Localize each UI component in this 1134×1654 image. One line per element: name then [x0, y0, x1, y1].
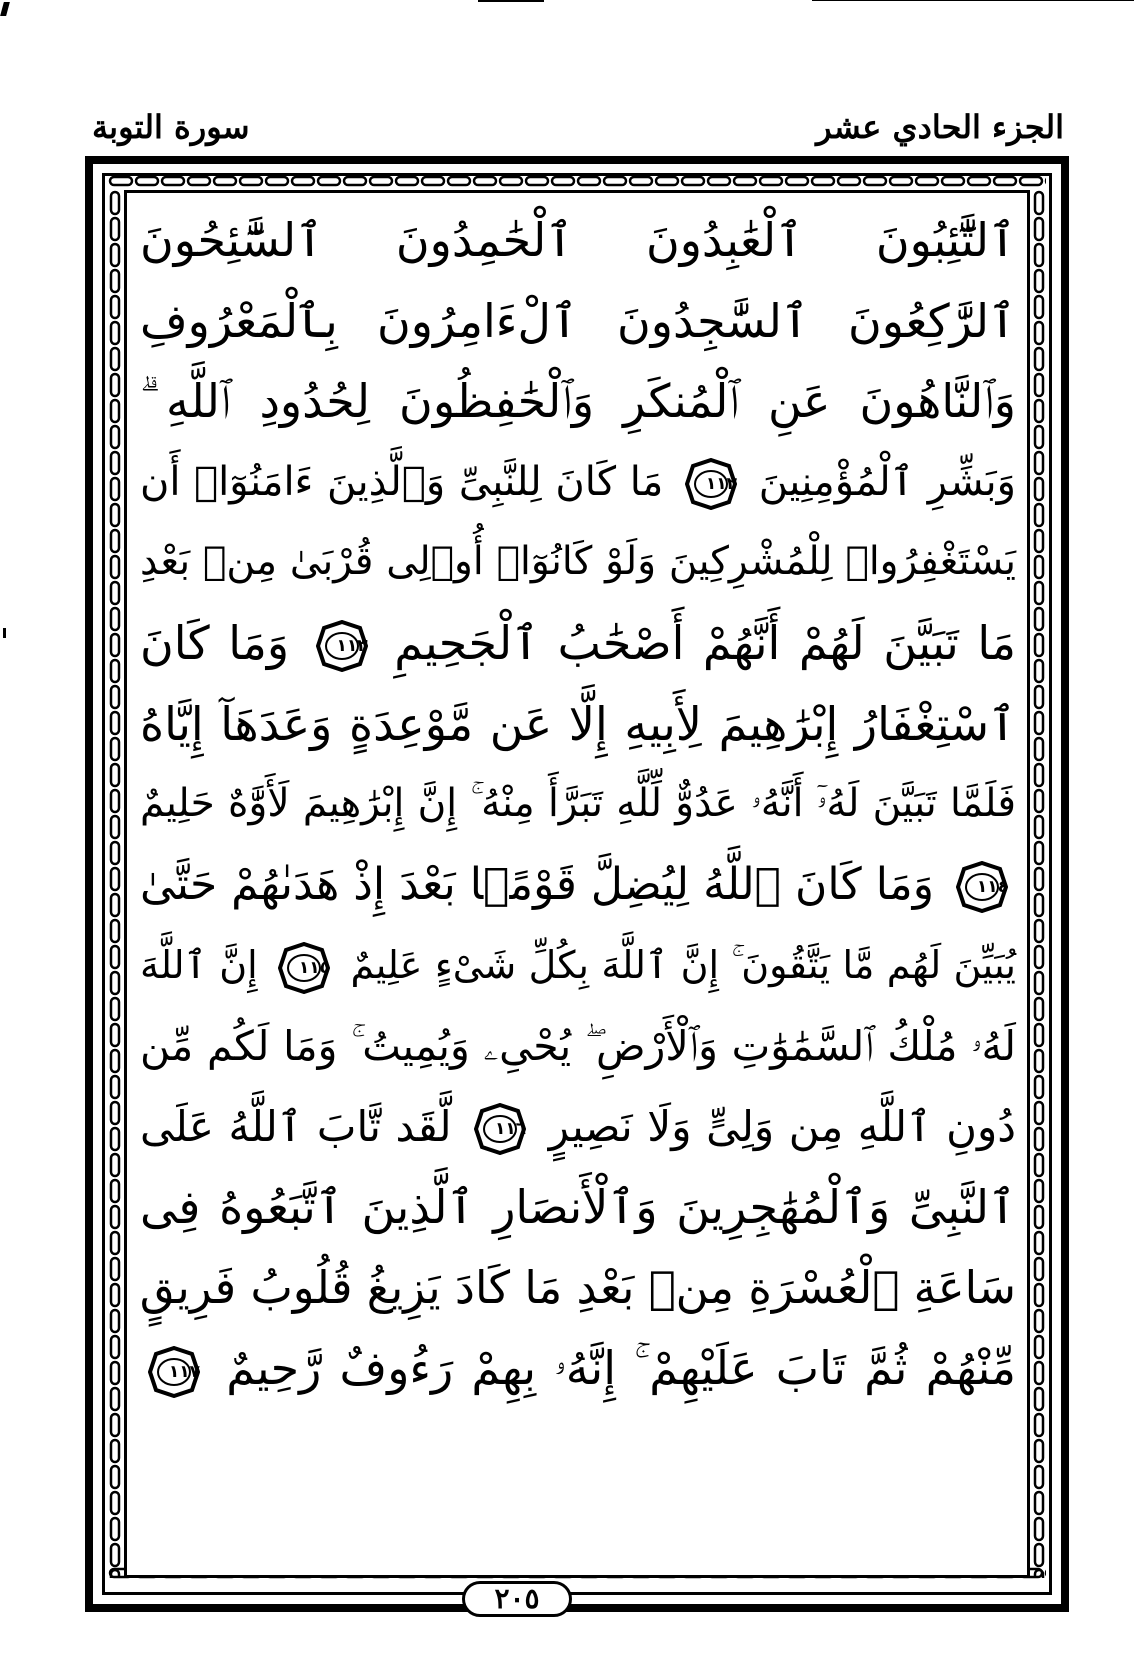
verse-line-8: فَلَمَّا تَبَيَّنَ لَهُۥٓ أَنَّهُۥ عَدُوٌّ لِّلَّهِ تَبَرَّأَ مِنْهُ ۚ إِنَّ إِبْرَٰهِيمَ لَأَوَّٰهٌ حَلِيمٌ — [140, 781, 1016, 827]
verse-line-9: ١١٤ وَمَا كَانَ ٱللَّهُ لِيُضِلَّ قَوْمًۢا بَعْدَ إِذْ هَدَىٰهُمْ حَتَّىٰ — [140, 845, 1016, 926]
top-rule-right — [812, 0, 1134, 1]
border-chain-top — [108, 174, 1046, 188]
ayah-marker-115: ١١٥ — [278, 942, 330, 994]
verse-line-1: ٱلتَّٰٓئِبُونَ ٱلْعَٰبِدُونَ ٱلْحَٰمِدُونَ ٱلسَّٰٓئِحُونَ — [140, 213, 1016, 267]
verse-line-2: ٱلرَّٰكِعُونَ ٱلسَّٰجِدُونَ ٱلْءَامِرُونَ بِٱلْمَعْرُوفِ — [140, 293, 1016, 348]
verse-line-13: ٱلنَّبِىِّ وَٱلْمُهَٰجِرِينَ وَٱلْأَنصَارِ ٱلَّذِينَ ٱتَّبَعُوهُ فِى — [140, 1180, 1016, 1235]
margin-dot — [3, 628, 6, 638]
verse-line-11: لَهُۥ مُلْكُ ٱلسَّمَٰوَٰتِ وَٱلْأَرْضِ ۖ يُحْىِۦ وَيُمِيتُ ۚ وَمَا لَكُم مِّن — [140, 1021, 1016, 1070]
border-chain-right — [1032, 190, 1046, 1578]
ayah-marker-112: ١١٢ — [685, 458, 737, 510]
verse-line-10: يُبَيِّنَ لَهُم مَّا يَتَّقُونَ ۚ إِنَّ ٱللَّهَ بِكُلِّ شَىْءٍ عَلِيمٌ ١١٥ إِنَّ ٱللَّهَ — [140, 925, 1016, 1006]
verse-text-block — [140, 200, 1016, 1409]
page-number: ٢٠٥ — [462, 1581, 572, 1617]
ayah-marker-114: ١١٤ — [956, 861, 1008, 913]
surah-title: سورة التوبة — [92, 108, 250, 146]
verse-line-5: يَسْتَغْفِرُوا۟ لِلْمُشْرِكِينَ وَلَوْ كَانُوٓا۟ أُو۟لِى قُرْبَىٰ مِنۢ بَعْدِ — [140, 539, 1016, 585]
verse-line-7: ٱسْتِغْفَارُ إِبْرَٰهِيمَ لِأَبِيهِ إِلَّا عَن مَّوْعِدَةٍ وَعَدَهَآ إِيَّاهُ — [140, 696, 1016, 751]
ayah-marker-113: ١١٣ — [316, 620, 368, 672]
juz-title: الجزء الحادي عشر — [816, 108, 1064, 146]
ayah-marker-117: ١١٧ — [148, 1346, 200, 1398]
top-rule-center — [478, 0, 544, 2]
ayah-marker-116: ١١٦ — [474, 1103, 526, 1155]
corner-mark — [0, 2, 10, 16]
verse-line-15: مِّنْهُمْ ثُمَّ تَابَ عَلَيْهِمْ ۚ إِنَّهُۥ بِهِمْ رَءُوفٌ رَّحِيمٌ ١١٧ — [140, 1328, 1016, 1409]
verse-line-4: وَبَشِّرِ ٱلْمُؤْمِنِينَ ١١٢ مَا كَانَ لِلنَّبِىِّ وَٱلَّذِينَ ءَامَنُوٓا۟ أَن — [140, 442, 1016, 523]
border-chain-left — [108, 190, 122, 1578]
verse-line-14: سَاعَةِ ٱلْعُسْرَةِ مِنۢ بَعْدِ مَا كَادَ يَزِيغُ قُلُوبُ فَرِيقٍ — [139, 1260, 1016, 1314]
verse-line-6: مَا تَبَيَّنَ لَهُمْ أَنَّهُمْ أَصْحَٰبُ ٱلْجَحِيمِ ١١٣ وَمَا كَانَ — [140, 603, 1016, 684]
verse-line-12: دُونِ ٱللَّهِ مِن وَلِىٍّ وَلَا نَصِيرٍ ١١٦ لَّقَد تَّابَ ٱللَّهُ عَلَى — [140, 1087, 1016, 1168]
verse-line-3: وَٱلنَّاهُونَ عَنِ ٱلْمُنكَرِ وَٱلْحَٰفِظُونَ لِحُدُودِ ٱللَّهِ ۗ — [140, 374, 1016, 429]
